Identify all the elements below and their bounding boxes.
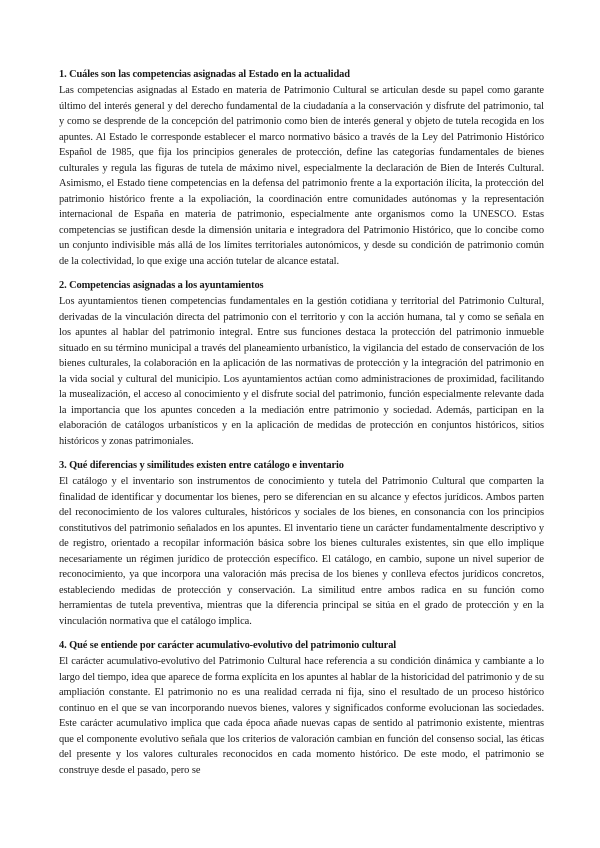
section-heading: 3. Qué diferencias y similitudes existen entre catálogo e inventario xyxy=(59,460,344,471)
section-paragraph: Las competencias asignadas al Estado en materia de Patrimonio Cultural se articulan desde su papel como garante último del interés general y del derecho fundamental de la ciudadanía a la conservación y disfrute del patrimonio, tal y como se desprende de la concepción del patrimonio como bien de interés general y objeto de tutela recogida en los apuntes. Al Estado le corresponde establecer el marco normativo básico a través de la Ley del Patrimonio Histórico Español de 1985, que fija los principios generales de protección, define las categorías fundamentales de bienes culturales y regula las figuras de tutela de máximo nivel, especialmente la declaración de Bien de Interés Cultural. Asimismo, el Estado tiene competencias en la defensa del patrimonio frente a la exportación ilícita, la protección del patrimonio histórico frente a la expoliación, la coordinación entre comunidades autónomas y la representación internacional de España en materia de patrimonio, especialmente ante organismos como la UNESCO. Estas competencias se justifican desde la dimensión unitaria e integradora del Patrimonio Histórico, que lo concibe como un conjunto indivisible más allá de los límites territoriales autonómicos, y desde su condición de patrimonio común de la colectividad, lo que exige una acción tutelar de alcance estatal. xyxy=(59,85,544,267)
section-heading: 2. Competencias asignadas a los ayuntamientos xyxy=(59,280,264,291)
section-municipal-competences xyxy=(59,279,544,449)
section-paragraph: El catálogo y el inventario son instrumentos de conocimiento y tutela del Patrimonio Cultural que comparten la finalidad de identificar y documentar los bienes, pero se diferencian en su alcance y efectos jurídicos. Ambos parten del reconocimiento de los valores culturales, históricos y sociales de los bienes, en consonancia con los principios constitutivos del patrimonio señalados en los apuntes. El inventario tiene un carácter fundamentalmente descriptivo y de registro, orientado a recopilar información básica sobre los bienes culturales existentes, sin que ello implique necesariamente un régimen jurídico de protección específico. El catálogo, en cambio, supone un nivel superior de reconocimiento, ya que incorpora una valoración más precisa de los bienes y conlleva efectos jurídicos concretos, estableciendo medidas de protección y conservación. La similitud entre ambos radica en su función como herramientas de tutela preventiva, mientras que la diferencia principal se sitúa en el grado de protección y en la vinculación normativa que el catálogo implica. xyxy=(59,476,544,627)
section-heading: 4. Qué se entiende por carácter acumulativo-evolutivo del patrimonio cultural xyxy=(59,640,397,651)
section-cumulative-evolutive xyxy=(59,639,544,778)
section-state-competences xyxy=(59,68,544,269)
section-catalog-vs-inventory xyxy=(59,459,544,629)
section-heading: 1. Cuáles son las competencias asignadas al Estado en la actualidad xyxy=(59,69,350,80)
section-paragraph: El carácter acumulativo-evolutivo del Patrimonio Cultural hace referencia a su condición dinámica y cambiante a lo largo del tiempo, idea que aparece de forma explícita en los apuntes al hablar de la historicidad del patrimonio y de su ampliación constante. El patrimonio no es una realidad cerrada ni fija, sino el resultado de un proceso histórico continuo en el que se van incorporando nuevos bienes, valores y significados conforme evolucionan las sociedades. Este carácter acumulativo implica que cada época añade nuevas capas de sentido al patrimonio existente, mientras que el componente evolutivo señala que los criterios de valoración cambian en función del consenso social, las éticas del presente y los valores culturales reconocidos en cada momento histórico. De este modo, el patrimonio se construye desde el pasado, pero se xyxy=(59,656,544,776)
section-paragraph: Los ayuntamientos tienen competencias fundamentales en la gestión cotidiana y territorial del Patrimonio Cultural, derivadas de la vinculación directa del patrimonio con el territorio y con la acción humana, tal y como se señala en los apuntes al hablar del patrimonio integral. Entre sus funciones destaca la protección del patrimonio inmueble situado en su término municipal a través del planeamiento urbanístico, la vigilancia del estado de conservación de los bienes culturales, la colaboración en la aplicación de las normativas de protección y la integración del patrimonio en la vida social y cultural del municipio. Los ayuntamientos actúan como administraciones de proximidad, facilitando la musealización, el acceso al conocimiento y el disfrute social del patrimonio, función especialmente relevante dada la importancia que los apuntes conceden a la mediación entre patrimonio y sociedad. Además, participan en la elaboración de catálogos urbanísticos y en la aplicación de medidas de protección en conjuntos históricos, sitios históricos y zonas patrimoniales. xyxy=(59,296,544,447)
